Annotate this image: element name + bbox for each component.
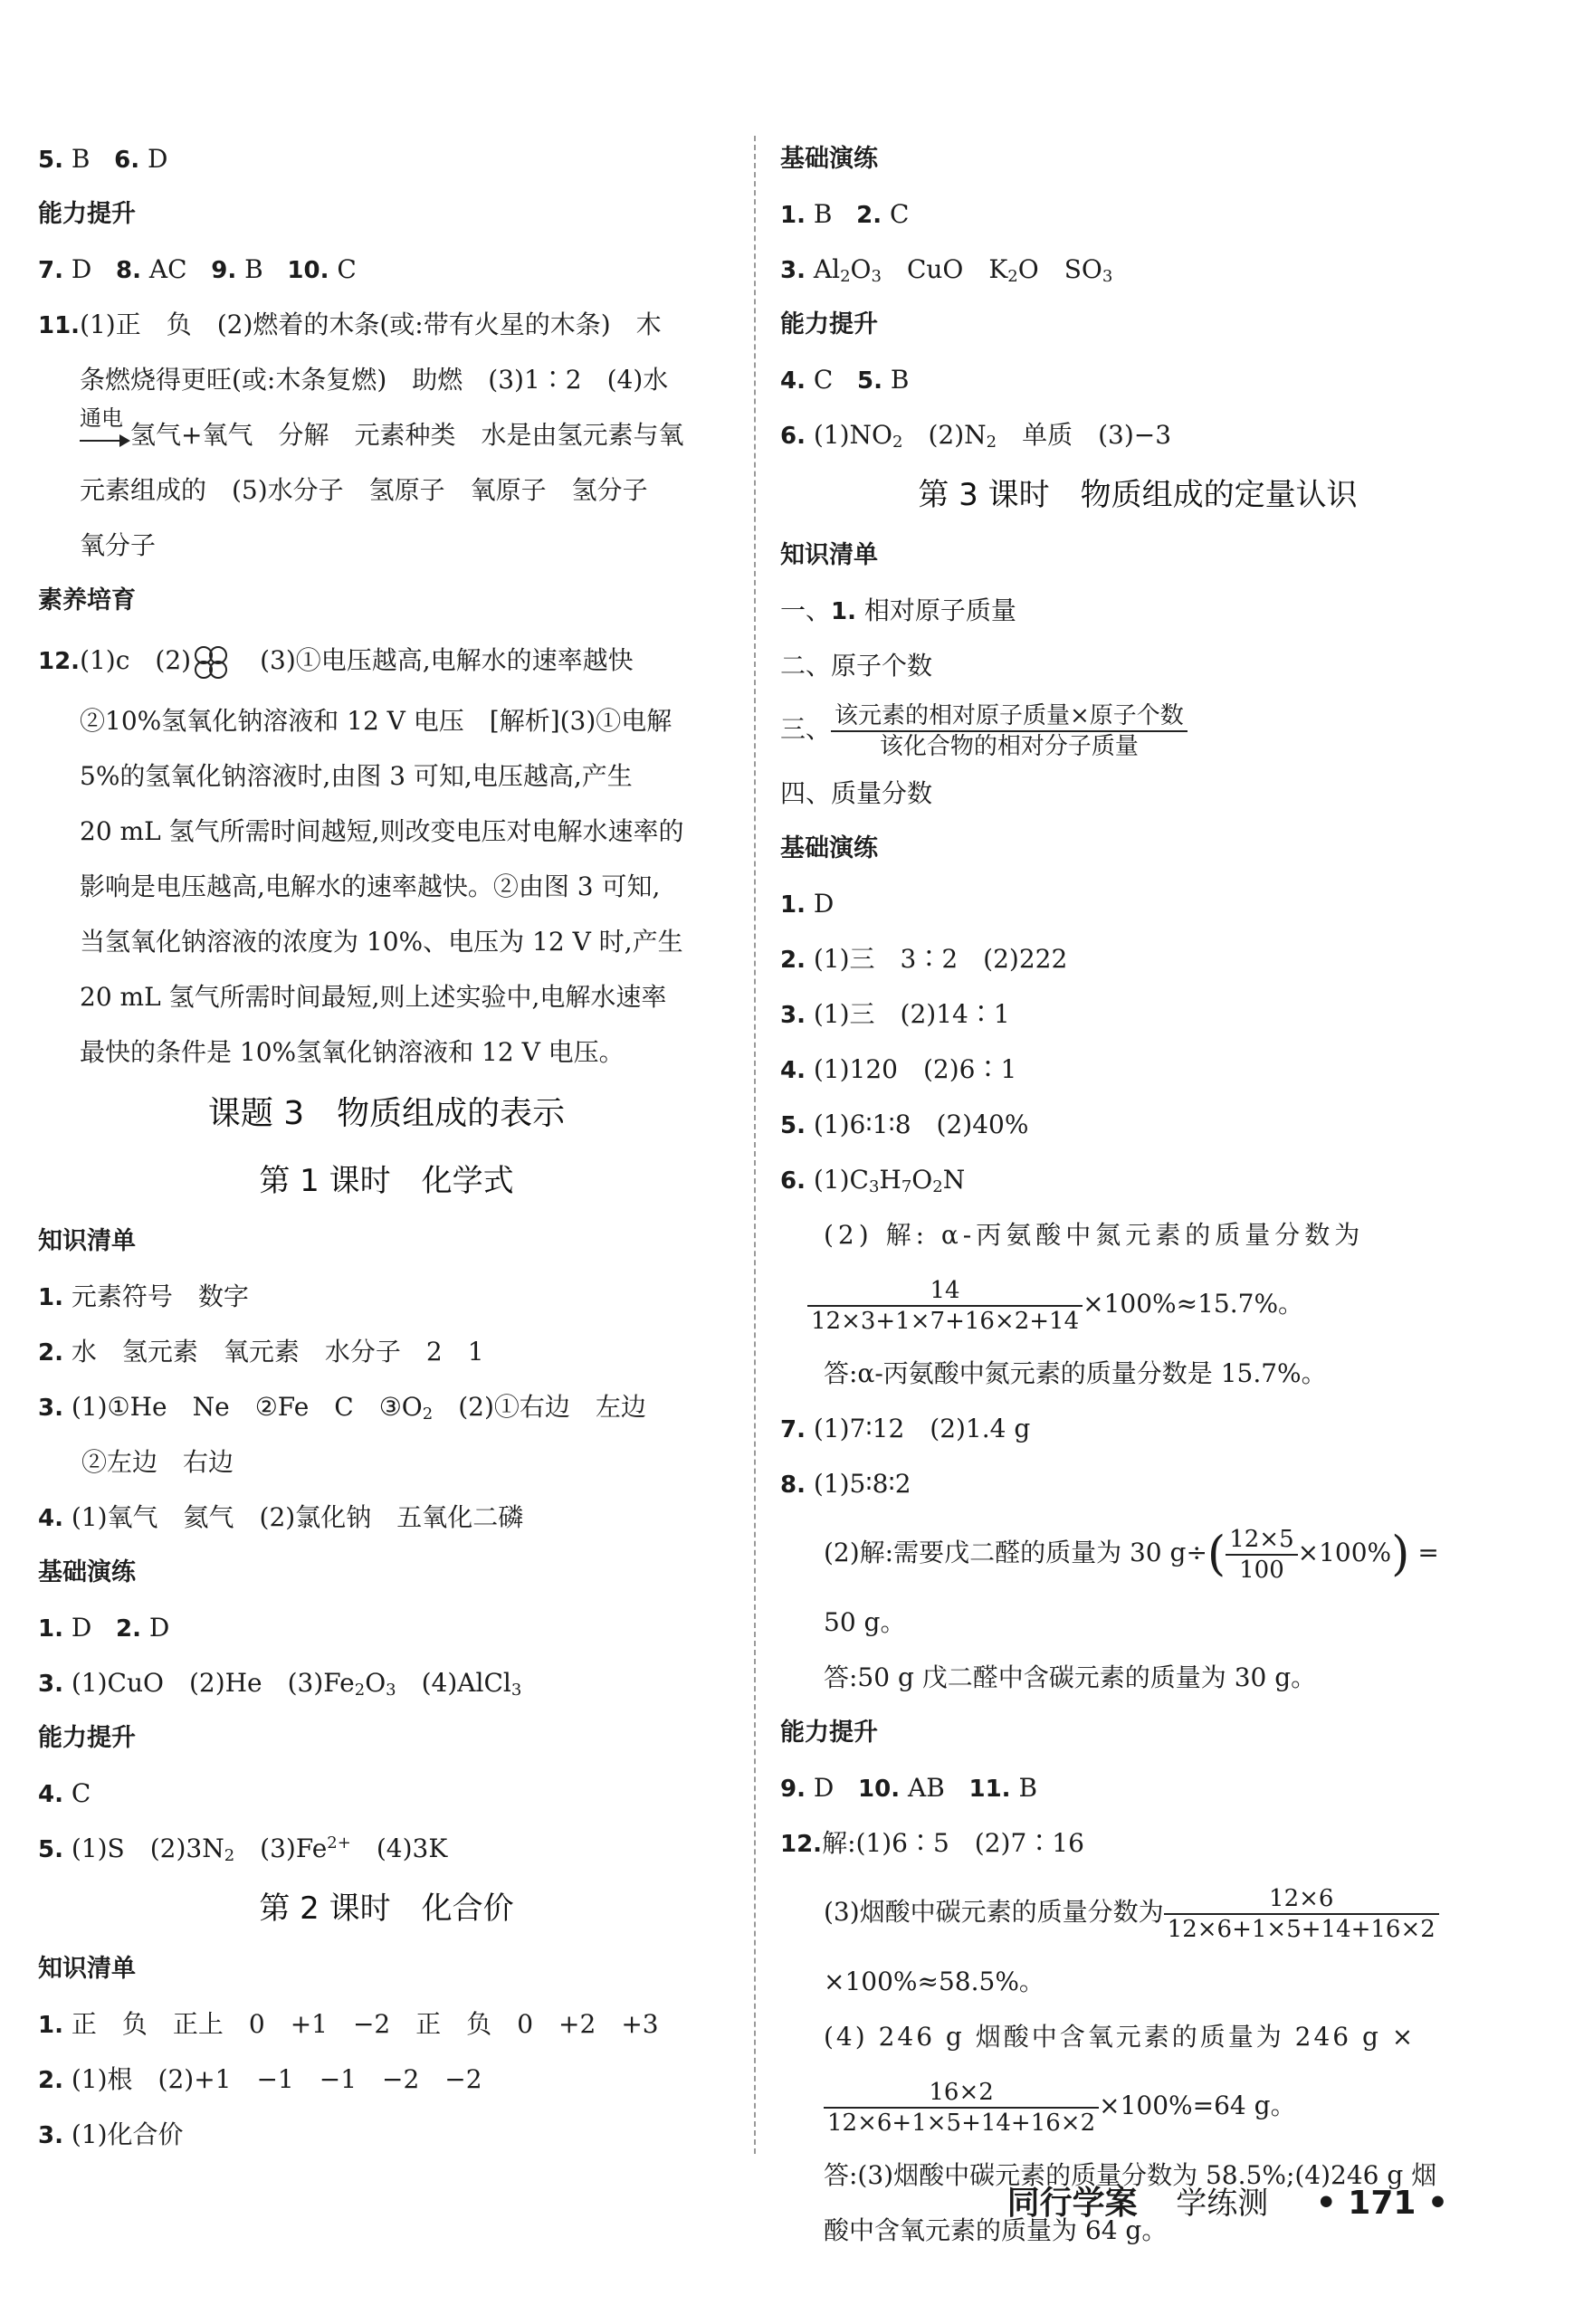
knowledge-four: 四、质量分数 (780, 778, 933, 808)
section-heading-knowledge: 知识清单 (38, 1227, 136, 1255)
lesson-1-title: 第 1 课时 化学式 (259, 1163, 514, 1199)
answer-11-line-4: 元素组成的 (5)水分子 氢原子 氧原子 氢分子 (80, 475, 648, 505)
page-number: • 171 • (1315, 2185, 1448, 2222)
knowledge-2: 2. 水 氢元素 氧元素 水分子 2 1 (38, 1337, 484, 1367)
basic-2: 2. (1)三 3∶2 (2)222 (780, 944, 1068, 974)
answer-12-line-8: 最快的条件是 10%氢氧化钠溶液和 12 V 电压。 (80, 1037, 625, 1067)
valence-1: 1. 正 负 正上 0 +1 −2 正 负 0 +2 +3 (38, 2009, 659, 2039)
ability-12-part-3: (3)烟酸中碳元素的质量分数为 $\frac{12\times 6}{12\times 6+1\times 5+14+16\times 2}$ (780, 1871, 1495, 1954)
valence-2: 2. (1)根 (2)+1 −1 −1 −2 −2 (38, 2064, 482, 2094)
answer-12-line-5: 影响是电压越高,电解水的速率越快。②由图 3 可知, (80, 872, 661, 901)
lesson-2-title: 第 2 课时 化合价 (259, 1891, 514, 1927)
basic-3: 3. (1)CuO (2)He $(3)Fe_2O_3$ (4)AlCl$_3$ (38, 1668, 522, 1700)
basic-6-formula: $\frac{14}{12\times 3+1\times 7+16\times 2+14}$ ×100%≈15.7%。 (780, 1262, 1495, 1346)
knowledge-two: 二、原子个数 (780, 651, 933, 681)
section-heading-basic: 基础演练 (38, 1558, 136, 1586)
carbon-fraction: $\frac{12\times 5}{100}$ (1226, 1525, 1297, 1585)
series-name: 学练测 (1176, 2186, 1269, 2222)
basic-7: 7. (1)7∶12 (2)1.4 g (780, 1414, 1031, 1443)
basic-6-answer: 答:α-丙氨酸中氮元素的质量分数是 15.7%。 (824, 1358, 1327, 1388)
basic-1-2: 1. D 2. D (38, 1613, 170, 1643)
answer-3: 3. $Al_2O_3$ CuO $K_2O$ $SO_3$ (780, 254, 1113, 286)
answer-12-line-4: 20 mL 氢气所需时间越短,则改变电压对电解水速率的 (80, 816, 684, 846)
valence-3: 3. (1)化合价 (38, 2119, 184, 2149)
ability-12-part-3-result: ×100%≈58.5%。 (824, 1967, 1045, 1996)
basic-4: 4. (1)120 (2)6∶1 (780, 1054, 1017, 1084)
knowledge-3-cont: ②左边 右边 (81, 1447, 234, 1477)
answer-line-7-10: 7. D 8. AC 9. B 10. C (38, 254, 357, 284)
reaction-arrow-icon: 通电 (80, 424, 130, 451)
section-heading-knowledge: 知识清单 (780, 541, 878, 569)
basic-8-result: 50 g。 (824, 1607, 906, 1637)
water-molecule-icon (191, 644, 234, 681)
answer-12-line-3: 5%的氢氧化钠溶液时,由图 3 可知,电压越高,产生 (80, 761, 633, 791)
ability-12-part-4: (4) 246 g 烟酸中含氧元素的质量为 246 g × (824, 2022, 1417, 2052)
ability-12: 12.解:(1)6∶5 (2)7∶16 (780, 1828, 1084, 1858)
answer-11-line-1: 11.(1)正 负 (2)燃着的木条(或:带有火星的木条) 木 (38, 310, 662, 339)
answer-11-line-5: 氧分子 (80, 530, 157, 560)
knowledge-3: 3. (1)①He Ne ②Fe C $③O_2$ (2)①右边 左边 (38, 1392, 646, 1424)
page-footer (1007, 2176, 1448, 2231)
column-divider (754, 136, 756, 2154)
ability-12-part-4-formula: $\frac{16\times 2}{12\times 6+1\times 5+14+16\times 2}$ ×100%=64 g。 (780, 2064, 1495, 2148)
right-column (780, 131, 1495, 2258)
basic-8: 8. (1)5∶8∶2 (780, 1469, 911, 1499)
ability-9-11: 9. D 10. AB 11. B (780, 1773, 1038, 1803)
section-heading-knowledge-2: 知识清单 (38, 1955, 136, 1983)
section-heading-basic-2: 基础演练 (780, 834, 878, 862)
ability-12-answer-2: 酸中含氧元素的质量为 64 g。 (824, 2215, 1168, 2245)
knowledge-1: 1. 元素符号 数字 (38, 1281, 249, 1311)
answer-12-line-7: 20 mL 氢气所需时间最短,则上述实验中,电解水速率 (80, 982, 667, 1012)
nicotinic-carbon-fraction: $\frac{12\times 6}{12\times 6+1\times 5+14+16\times 2}$ (1164, 1884, 1439, 1944)
section-heading-ability-2: 能力提升 (38, 1724, 136, 1752)
ability-12-answer-1: 答:(3)烟酸中碳元素的质量分数为 58.5%;(4)246 g 烟 (824, 2160, 1437, 2190)
knowledge-one: 一、1. 相对原子质量 (780, 595, 1016, 625)
lesson-3-title: 第 3 课时 物质组成的定量认识 (918, 477, 1358, 513)
answer-12-line-6: 当氢氧化钠溶液的浓度为 10%、电压为 12 V 时,产生 (80, 927, 683, 957)
answer-12-line-1: 12.(1)c (2) (3)①电压越高,电解水的速率越快 (38, 628, 735, 693)
basic-8-answer: 答:50 g 戊二醛中含碳元素的质量为 30 g。 (824, 1662, 1317, 1692)
topic-title: 课题 3 物质组成的表示 (207, 1095, 566, 1132)
section-heading-literacy: 素养培育 (38, 586, 136, 614)
nitrogen-fraction: $\frac{14}{12\times 3+1\times 7+16\times 2+14}$ (807, 1276, 1083, 1336)
answer-line-5-6: 5. B 6. D (38, 144, 168, 174)
left-column (38, 131, 735, 2162)
basic-6-solution: (2) 解: α-丙氨酸中氮元素的质量分数为 (824, 1220, 1365, 1250)
section-heading-ability: 能力提升 (780, 310, 878, 338)
basic-1: 1. D (780, 889, 835, 919)
answer-11-line-2: 条燃烧得更旺(或:木条复燃) 助燃 (3)1∶2 (4)水 (80, 365, 669, 395)
answer-11-line-3: 通电 氢气+氧气 分解 元素种类 水是由氢元素与氧 (80, 405, 684, 450)
basic-3: 3. (1)三 (2)14∶1 (780, 999, 1010, 1029)
basic-5: 5. (1)6∶1∶8 (2)40% (780, 1110, 1029, 1139)
nicotinic-oxygen-fraction: $\frac{16\times 2}{12\times 6+1\times 5+14+16\times 2}$ (824, 2078, 1099, 2138)
ability-4: 4. C (38, 1778, 91, 1808)
knowledge-three: 三、 $\frac{\text{该元素的相对原子质量×原子个数}}{\text{该化合物的相对分子质量}}$ (780, 693, 1495, 766)
answer-6: 6. $(1)NO_2$ $(2)N_2$ 单质 (3)−3 (780, 420, 1172, 452)
ability-5: 5. (1)S $(2)3N_2$ $(3)Fe^{2+}$ (4)3K (38, 1833, 448, 1865)
mass-fraction-formula: $\frac{\text{该元素的相对原子质量×原子个数}}{\text{该化合物的相对分子质量}}$ (831, 701, 1188, 761)
answer-12-line-2: ②10%氢氧化钠溶液和 12 V 电压 [解析](3)①电解 (80, 706, 672, 736)
basic-6: 6. $(1)C_3H_7O_2N$ (780, 1165, 966, 1196)
answer-4-5: 4. C 5. B (780, 365, 910, 395)
knowledge-4: 4. (1)氧气 氦气 (2)氯化钠 五氧化二磷 (38, 1502, 524, 1532)
section-heading-basic: 基础演练 (780, 145, 878, 173)
section-heading-ability: 能力提升 (38, 200, 136, 228)
brand-name: 同行学案 (1006, 2185, 1138, 2222)
section-heading-ability-2: 能力提升 (780, 1719, 878, 1747)
answer-1-2: 1. B 2. C (780, 199, 910, 229)
basic-8-solution: (2)解:需要戊二醛的质量为 30 g÷( $\frac{12\times 5}{100}$ ×100%) = (824, 1525, 1439, 1584)
